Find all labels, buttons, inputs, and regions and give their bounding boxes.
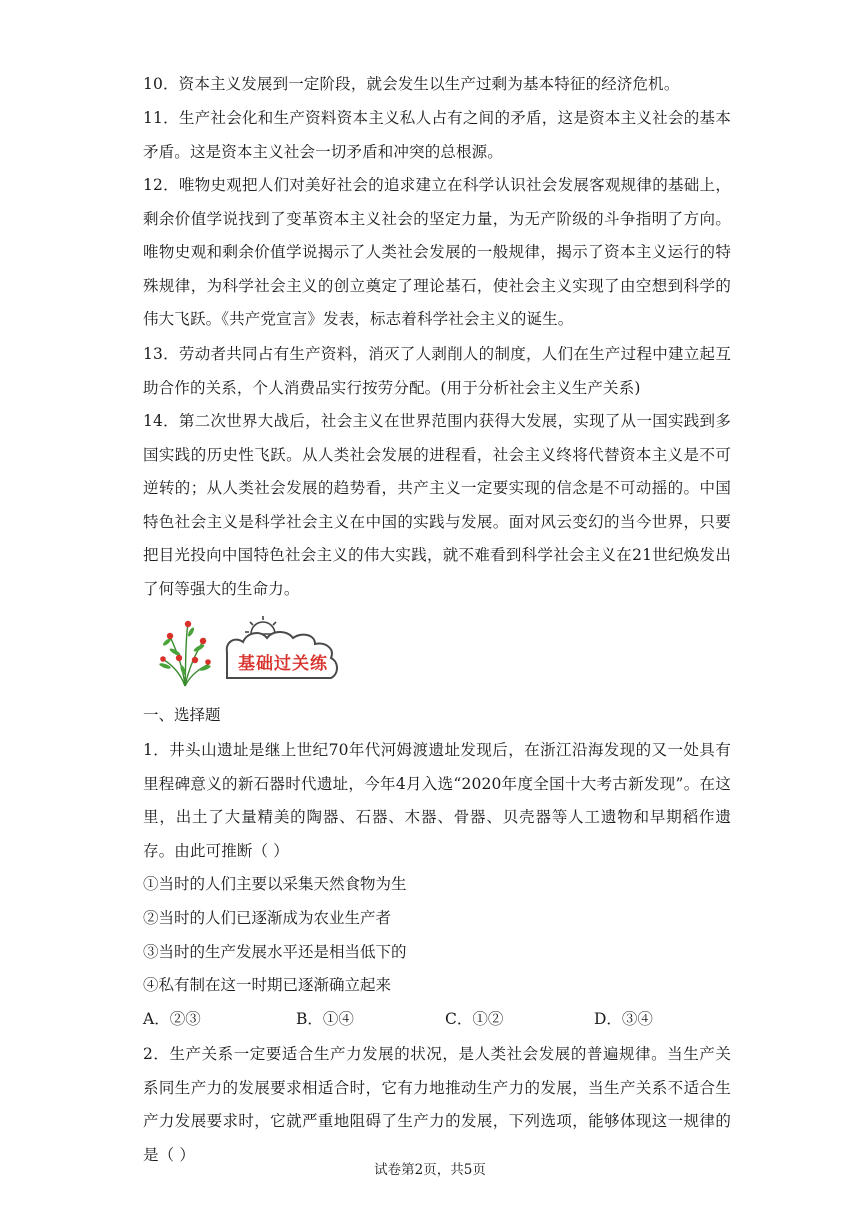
q1-option-b[interactable]: B．①④ [296,1010,354,1028]
banner-title: 基础过关练 [238,654,328,674]
page-footer: 试卷第2页，共5页 [374,1162,486,1178]
q1-statement-2: ②当时的人们已逐渐成为农业生产者 [143,909,392,927]
point-13: 13．劳动者共同占有生产资料，消灭了人剥削人的制度，人们在生产过程中建立起互助合作的关系，个人消费品实行按劳分配。(用于分析社会主义生产关系) [143,345,731,397]
q1-option-d[interactable]: D．③④ [594,1010,653,1028]
q1-statement-1: ①当时的人们主要以采集天然食物为生 [143,875,407,893]
question-1-stem: 1．井头山遗址是继上世纪70年代河姆渡遗址发现后，在浙江沿海发现的又一处具有里程碑意义的新石器时代遗址，今年4月入选“2020年度全国十大考古新发现”。在这里，出土了大量精美的陶器、石器、木器、骨器、贝壳器等人工遗物和早期稻作遗存。由此可推断（ ） [143,741,731,860]
section-banner [155,612,365,688]
q1-option-a[interactable]: A．②③ [143,1010,201,1028]
question-2-stem: 2．生产关系一定要适合生产力发展的状况，是人类社会发展的普遍规律。当生产关系同生产力的发展要求相适合时，它有力地推动生产力的发展，当生产关系不适合生产力发展要求时，它就严重地阻碍了生产力的发展，下列选项，能够体现这一规律的是（ ） [143,1045,731,1164]
point-14: 14．第二次世界大战后，社会主义在世界范围内获得大发展，实现了从一国实践到多国实践的历史性飞跃。从人类社会发展的进程看，社会主义终将代替资本主义是不可逆转的；从人类社会发展的趋势看，共产主义一定要实现的信念是不可动摇的。中国特色社会主义是科学社会主义在中国的实践与发展。面对风云变幻的当今世界，只要把目光投向中国特色社会主义的伟大实践，就不难看到科学社会主义在21世纪焕发出了何等强大的生命力。 [143,412,731,598]
point-12: 12．唯物史观把人们对美好社会的追求建立在科学认识社会发展客观规律的基础上，剩余价值学说找到了变革资本主义社会的坚定力量，为无产阶级的斗争指明了方向。唯物史观和剩余价值学说揭示了人类社会发展的一般规律，揭示了资本主义运行的特殊规律，为科学社会主义的创立奠定了理论基石，使社会主义实现了由空想到科学的伟大飞跃。《共产党宣言》发表，标志着科学社会主义的诞生。 [143,176,731,328]
q1-option-c[interactable]: C．①② [445,1010,504,1028]
sun-icon [245,616,281,634]
q1-statement-3: ③当时的生产发展水平还是相当低下的 [143,943,407,961]
point-10: 10．资本主义发展到一定阶段，就会发生以生产过剩为基本特征的经济危机。 [143,75,680,93]
section-title: 一、选择题 [143,706,221,724]
q1-statement-4: ④私有制在这一时期已逐渐确立起来 [143,976,392,994]
point-11: 11．生产社会化和生产资料资本主义私人占有之间的矛盾，这是资本主义社会的基本矛盾。这是资本主义社会一切矛盾和冲突的总根源。 [143,109,731,161]
